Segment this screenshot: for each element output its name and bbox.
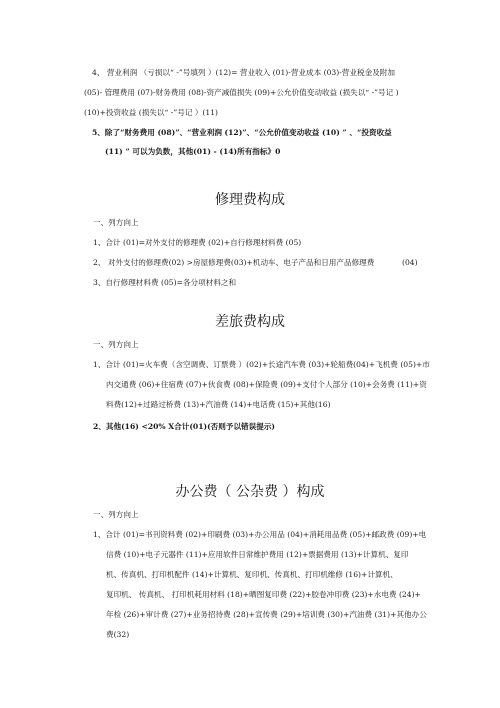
office-item-line5: 年检 (26)+审计费 (27)+业务招待费 (28)+宣传费 (29)+培训费 (30)+汽油费 (31)+其他办公 bbox=[106, 610, 427, 619]
office-title: 办公费（ 公杂费 ）构成 bbox=[175, 484, 325, 500]
repair-title: 修理费构成 bbox=[215, 192, 285, 208]
intro-p5-line2: (11) ” 可以为负数，其他(01) - (14)所有指标》0 bbox=[105, 147, 281, 156]
travel-item-1-line3: 料费(12)+过路过桥费 (13)+汽油费 (14)+电话费 (15)+其他(16) bbox=[106, 400, 331, 409]
repair-item-3: 3、自行修理材料费 (05)=各分项材料之和 bbox=[93, 278, 237, 287]
repair-item-2-ref: (04) bbox=[402, 258, 418, 267]
intro-p4-line2: (05)- 管理费用 (07)-财务费用 (08)-资产减值损失 (09)+公允价值变动收益 (损失以“ -”号记 ) bbox=[84, 88, 399, 97]
office-item-line4: 复印机、 传真机、 打印机耗用材料 (18)+晒图复印费 (22)+胶卷冲印费 (23)+水电费 (24)+ bbox=[106, 590, 421, 599]
repair-item-1: 1、合计 (01)=对外支付的修理费 (02)+自行修理材料费 (05) bbox=[93, 238, 302, 247]
intro-p4-line3: (10)+投资收益 (损失以“ -”号记 ）(11) bbox=[84, 108, 219, 117]
repair-section-label: 一、列方向上 bbox=[93, 218, 139, 227]
travel-section-label: 一、列方向上 bbox=[93, 340, 139, 349]
travel-item-1-line2: 内交通费 (06)+住宿费 (07)+伙食费 (08)+保险费 (09)+支付个人部分 (10)+会务费 (11)+资 bbox=[106, 380, 427, 389]
office-item-line3: 机、传真机、打印机配件 (14)+计算机、复印机、传真机、打印机维修 (16)+计算机、 bbox=[106, 570, 398, 579]
intro-p5-line1: 5、除了“财务费用 (08)”、“营业利润 (12)”、“公允价值变动收益 (10) ” 、“投资收益 bbox=[92, 128, 392, 137]
intro-p4-line1: 4、 营业利润 （亏损以“ -”号填列 ）(12)= 营业收入 (01)-营业成本 (03)-营业税金及附加 bbox=[92, 68, 395, 77]
office-item-line2: 信费 (10)+电子元器件 (11)+应用软件日常维护费用 (12)+票据费用 (13)+计算机、复印 bbox=[106, 550, 409, 559]
repair-item-2: 2、 对外支付的修理费(02) >房屋修理费(03)+机动车、电子产品和日用产品修理费 bbox=[93, 258, 375, 267]
travel-item-2: 2、其他(16) <20% X合计(01)(否则予以错误提示) bbox=[93, 422, 276, 431]
travel-item-1-line1: 1、合计 (01)=火车费（含空调费、订票费 ）(02)+长途汽车费 (03)+轮船费(04)+飞机费 (05)+市 bbox=[93, 360, 430, 369]
travel-title: 差旅费构成 bbox=[215, 314, 285, 330]
office-section-label: 一、列方向上 bbox=[93, 510, 139, 519]
office-item-line1: 1、合计 (01)=书刊资料费 (02)+印刷费 (03)+办公用品 (04)+消耗用品费 (05)+邮政费 (09)+电 bbox=[93, 530, 427, 539]
office-item-line6: 费(32) bbox=[106, 630, 130, 639]
